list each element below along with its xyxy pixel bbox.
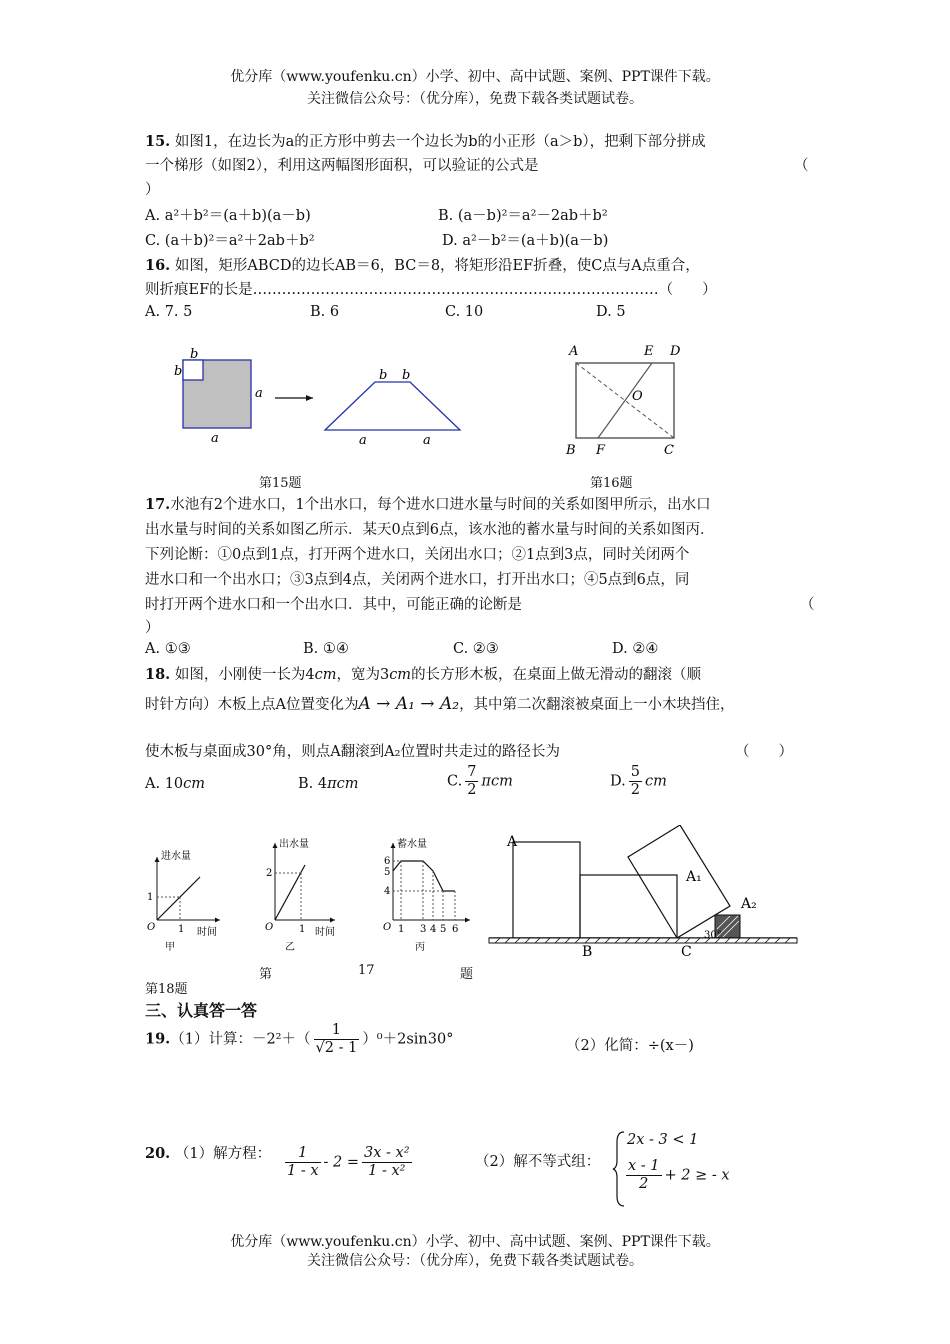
q19-part1: 19.（1）计算：－2²＋（ $\frac{1}{√2 - 1}$ ）⁰＋2sin30° <box>145 1022 454 1056</box>
point-o: O <box>632 389 643 404</box>
figure-15 <box>170 345 470 450</box>
footer-line-1: 优分库（www.youfenku.cn）小学、初中、高中试题、案例、PPT课件下载。 <box>230 1234 720 1250</box>
bing-x-arrow <box>465 918 470 923</box>
point-a: A <box>569 344 579 359</box>
small-square <box>183 360 203 380</box>
q15-option-d: D. a²－b²＝(a＋b)(a－b) <box>442 233 609 249</box>
q17-option-c: C. ②③ <box>453 641 499 657</box>
jia-origin: O <box>147 922 156 933</box>
point-a2: A₂ <box>741 896 757 912</box>
figure-17 <box>135 835 485 955</box>
q16-option-c: C. 10 <box>445 304 484 320</box>
footer-line-2: 关注微信公众号：（优分库），免费下载各类试题试卷。 <box>307 1253 643 1269</box>
bing-y-arrow <box>391 843 396 848</box>
jia-tick-x: 1 <box>178 924 185 935</box>
yi-tick-x: 1 <box>299 924 306 935</box>
bing-name: 丙 <box>415 942 425 953</box>
bing-ylabel: 蓄水量 <box>397 839 427 850</box>
bing-line <box>393 861 455 891</box>
graph-jia <box>147 849 220 953</box>
label-b-left: b <box>174 364 183 379</box>
q16-option-b: B. 6 <box>310 304 340 320</box>
yi-name: 乙 <box>285 942 295 953</box>
point-a: A <box>507 834 518 850</box>
fig16-caption: 第16题 <box>590 476 633 491</box>
q17-line-4: 进水口和一个出水口；③3点到4点，关闭两个进水口，打开出水口；④5点到6点，同 <box>145 572 690 588</box>
bing-xtick-6: 6 <box>452 924 459 935</box>
figure-16 <box>560 338 695 460</box>
yi-origin: O <box>265 922 274 933</box>
board-position-2 <box>580 875 677 938</box>
arrow-head <box>306 395 313 401</box>
angle-label: 30° <box>704 930 722 941</box>
q18-option-b: B. 4πcm <box>298 776 359 792</box>
graph-bing <box>383 837 470 953</box>
bing-tick-5: 5 <box>384 867 391 878</box>
point-b: B <box>582 944 593 960</box>
q17-option-d: D. ②④ <box>612 641 659 657</box>
point-e: E <box>644 344 654 359</box>
q17-line-3: 下列论断：①0点到1点，打开两个进水口，关闭出水口；②1点到3点，同时关闭两个 <box>145 547 690 563</box>
fig15-caption: 第15题 <box>259 476 302 491</box>
q15-paren-close: ） <box>145 182 160 198</box>
q17-line-2: 出水量与时间的关系如图乙所示．某天0点到6点，该水池的蓄水量与时间的关系如图丙． <box>145 522 715 538</box>
trap-b2: b <box>402 368 411 383</box>
header-line-2: 关注微信公众号：（优分库），免费下载各类试题试卷。 <box>307 91 643 107</box>
jia-y-arrow <box>155 857 160 862</box>
q17-paren-close: ） <box>145 620 160 636</box>
yi-tick-y: 2 <box>266 868 273 879</box>
point-d: D <box>670 344 681 359</box>
jia-xlabel: 时间 <box>197 927 217 938</box>
label-b-top: b <box>190 347 199 362</box>
point-c: C <box>664 443 674 458</box>
fig18-caption: 第18题 <box>145 982 188 997</box>
label-a-right: a <box>255 386 263 401</box>
bing-origin: O <box>383 922 392 933</box>
q18-option-d: D. $\frac{5}{2}$ cm <box>610 764 667 798</box>
q20-inequality-1: 2x - 3 < 1 <box>627 1132 699 1148</box>
q20-part1: 20. （1）解方程： <box>145 1145 272 1162</box>
q15-paren-open: （ <box>794 158 809 174</box>
section-3-heading: 三、认真答一答 <box>145 1001 258 1020</box>
point-b: B <box>566 443 576 458</box>
q20-equation: $\frac{1}{1 - x}$ - 2 = $\frac{\text{3x - x²}}{\text{1 - x²}}$ <box>287 1145 410 1179</box>
jia-x-arrow <box>215 918 220 923</box>
q15-option-a: A. a²＋b²＝(a＋b)(a－b) <box>145 208 311 224</box>
jia-ylabel: 进水量 <box>161 851 191 862</box>
bing-tick-4: 4 <box>384 886 391 897</box>
fig17-caption-c: 题 <box>460 967 474 982</box>
q18-line-1: 18. 如图，小刚使一长为4cm，宽为3cm的长方形木板，在桌面上做无滑动的翻滚（顺 <box>145 666 702 683</box>
bing-tick-6: 6 <box>384 856 391 867</box>
jia-line <box>157 877 200 920</box>
q16-option-a: A. 7. 5 <box>145 304 193 320</box>
yi-xlabel: 时间 <box>315 927 335 938</box>
bing-xtick-1: 1 <box>398 924 405 935</box>
q18-option-a: A. 10cm <box>145 776 206 792</box>
bing-xtick-5: 5 <box>440 924 447 935</box>
trap-a2: a <box>423 433 431 448</box>
q17-option-a: A. ①③ <box>145 641 191 657</box>
q20-part2: （2）解不等式组： <box>475 1154 601 1170</box>
q18-line-3: 使木板与桌面成30°角，则点A翻滚到A₂位置时共走过的路径长为 <box>145 744 560 760</box>
jia-name: 甲 <box>165 942 175 953</box>
q19-part2: （2）化简：÷(x－) <box>566 1038 694 1054</box>
yi-y-arrow <box>273 843 278 848</box>
q15-line-2: 一个梯形（如图2），利用这两幅图形面积，可以验证的公式是 <box>145 158 539 174</box>
q17-option-b: B. ①④ <box>303 641 349 657</box>
trapezoid <box>325 382 460 430</box>
q17-paren-open: （ <box>800 597 815 613</box>
yi-ylabel: 出水量 <box>279 839 309 850</box>
q18-paren: （ ） <box>735 744 793 760</box>
trap-a1: a <box>359 433 367 448</box>
q15-line-1: 15. 如图1，在边长为a的正方形中剪去一个边长为b的小正形（a＞b），把剩下部分拼成 <box>145 133 706 150</box>
fig17-caption-b: 17 <box>358 963 375 978</box>
q17-line-1: 17.水池有2个进水口，1个出水口，每个进水口进水量与时间的关系如图甲所示，出水口 <box>145 496 711 513</box>
q16-option-d: D. 5 <box>596 304 626 320</box>
q17-line-5: 时打开两个进水口和一个出水口．其中，可能正确的论断是 <box>145 597 522 613</box>
point-f: F <box>596 443 606 458</box>
q16-line-2: 则折痕EF的长是…………………………………………………………………………（ ） <box>145 282 717 298</box>
q18-option-c: C. $\frac{7}{2}$ πcm <box>447 764 513 798</box>
q15-option-c: C. (a＋b)²＝a²＋2ab＋b² <box>145 233 315 249</box>
point-c: C <box>681 944 692 960</box>
fig17-caption-a: 第 <box>259 967 273 982</box>
graph-yi <box>265 837 335 953</box>
jia-tick-y: 1 <box>147 892 154 903</box>
board-position-1 <box>513 842 580 938</box>
q20-inequality-2: $\frac{x - 1}{2}$ + 2 ≥ - x <box>628 1158 730 1192</box>
label-a-bottom: a <box>211 431 219 446</box>
figure-18 <box>485 825 800 965</box>
q15-option-b: B. (a－b)²＝a²－2ab＋b² <box>438 208 608 224</box>
trap-b1: b <box>379 368 388 383</box>
bing-xtick-4: 4 <box>430 924 437 935</box>
q18-line-2: 时针方向）木板上点A位置变化为A → A₁ → A₂，其中第二次翻滚被桌面上一小木块挡住， <box>145 694 735 714</box>
bing-xtick-3: 3 <box>420 924 427 935</box>
header-line-1: 优分库（www.youfenku.cn）小学、初中、高中试题、案例、PPT课件下载。 <box>230 69 720 85</box>
q16-line-1: 16. 如图，矩形ABCD的边长AB＝6，BC＝8，将矩形沿EF折叠，使C点与A点重合， <box>145 257 700 274</box>
point-a1: A₁ <box>686 869 702 885</box>
fold-ef <box>598 363 652 438</box>
yi-x-arrow <box>330 918 335 923</box>
